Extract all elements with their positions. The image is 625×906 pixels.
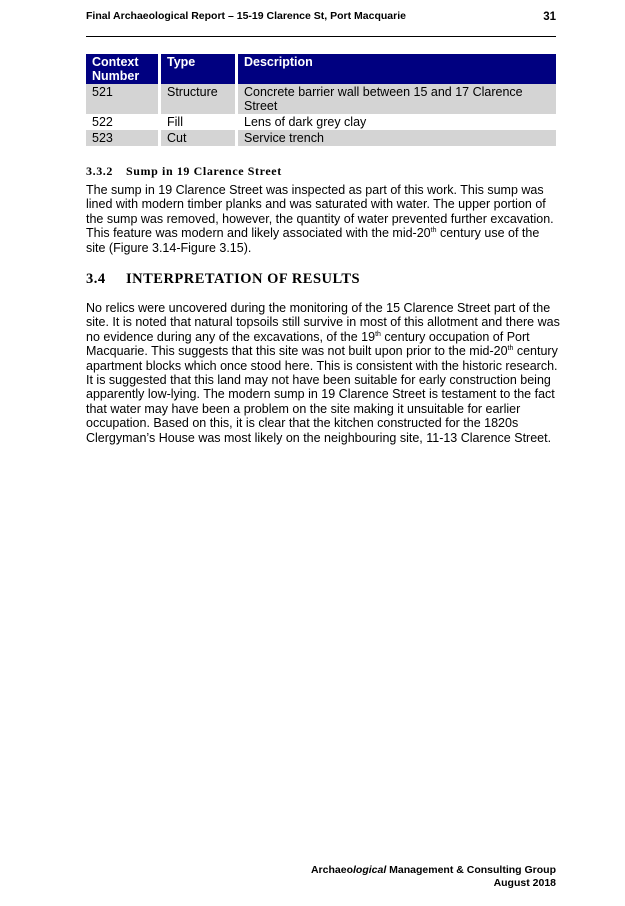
header-title: Final Archaeological Report – 15-19 Clarence St, Port Macquarie	[86, 10, 406, 22]
section-number: 3.3.2	[86, 164, 113, 178]
column-header-description: Description	[238, 54, 556, 84]
cell-context-number: 523	[86, 130, 161, 149]
footer-org-text: Archaeo	[310, 864, 353, 876]
superscript: th	[507, 345, 514, 353]
paragraph-text: century use of the site (Figure 3.14-Figure 3.15).	[86, 226, 540, 255]
page-header	[86, 10, 556, 32]
context-table	[86, 54, 556, 149]
footer-organization	[311, 864, 556, 877]
paragraph-text: No relics were uncovered during the monitoring of the 15 Clarence Street part of the site. It is noted that natural topsoils still survive in most of this allotment and there was no evidence during any of the excavations, of the 19	[86, 301, 560, 344]
cell-type: Structure	[161, 84, 238, 114]
footer-date: August 2018	[493, 876, 556, 889]
paragraph-text: The sump in 19 Clarence Street was inspected as part of this work. This sump was lined with modern timber planks and was saturated with water. The upper portion of the sump was removed, however, the quantity of water prevented further excavation. This feature was modern and likely associated with the mid-20	[86, 183, 554, 241]
section-heading-3-4	[86, 271, 360, 288]
section-heading-3-3-2	[86, 164, 282, 179]
section-title: Sump in 19 Clarence Street	[126, 164, 282, 178]
superscript: th	[375, 330, 381, 338]
paragraph-text: century occupation of Port Macquarie. This suggests that this site was not built upon prior to the mid-20	[86, 329, 530, 359]
cell-context-number: 521	[86, 84, 161, 114]
paragraph-text: century apartment blocks which once stood here. This is consistent with the historic research. It is suggested that this land may not have been suitable for early construction being apparently low-lying. The modern sump in 19 Clarence Street is testament to the fact that water may have been a problem on the site making it unsuitable for earlier occupation. Based on this, it is clear that the kitchen constructed for the 1820s Clergyman’s House was most likely on the neighbouring site, 11-13 Clarence Street.	[86, 344, 558, 445]
column-header-context-number: Context Number	[86, 54, 161, 84]
cell-type: Fill	[161, 114, 238, 130]
cell-type: Cut	[161, 130, 238, 149]
section-title: INTERPRETATION OF RESULTS	[126, 271, 361, 287]
section-number: 3.4	[86, 271, 106, 287]
cell-context-number: 522	[86, 114, 161, 130]
cell-description: Lens of dark grey clay	[244, 115, 367, 129]
table-row	[86, 130, 556, 149]
column-header-type: Type	[161, 54, 238, 84]
header-divider	[86, 36, 556, 37]
table-header-row	[86, 54, 556, 84]
page-footer	[311, 864, 556, 889]
footer-org-text: Management & Consulting Group	[386, 864, 556, 876]
table-row	[86, 84, 556, 114]
paragraph-interpretation	[86, 301, 560, 445]
cell-description: Service trench	[238, 130, 556, 149]
page-number: 31	[543, 11, 556, 23]
superscript: th	[430, 227, 437, 235]
table-row	[86, 114, 556, 130]
footer-org-italic: logical	[352, 864, 387, 876]
cell-description: Concrete barrier wall between 15 and 17 Clarence Street	[238, 84, 556, 114]
paragraph-sump	[86, 183, 560, 255]
